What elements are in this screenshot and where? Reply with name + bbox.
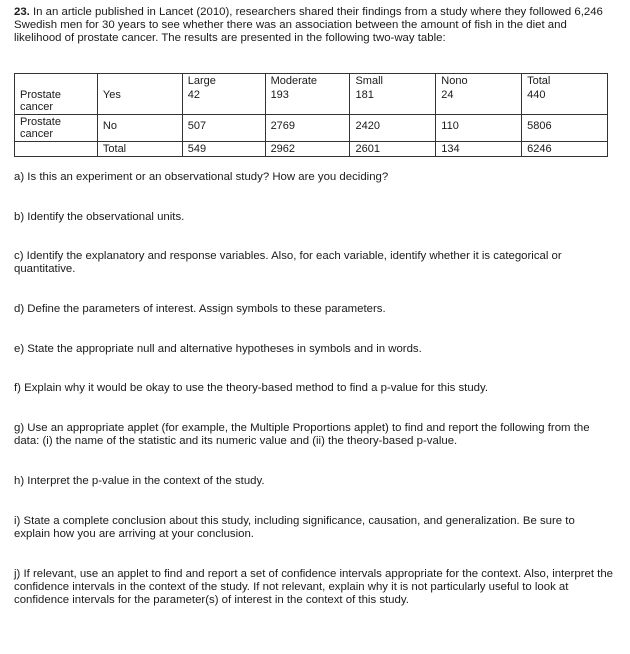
table-corner-cell [97, 74, 182, 89]
table-cell: 2962 [265, 142, 350, 157]
intro-paragraph [14, 6, 614, 45]
intro-text: In an article published in Lancet (2010), researchers shared their findings from a study where they followed 6,246 Swedish men for 30 years to see whether there was an association between the amount of fish in the diet and likelihood of prostate cancer. The results are presented in the following two-way table: [14, 6, 603, 44]
column-header: Moderate [265, 74, 350, 89]
table-header-row [15, 74, 608, 89]
row-group-label [15, 142, 98, 157]
question-i: i) State a complete conclusion about this study, including significance, causation, and generalization. Be sure to explain how you are arriving at your conclusion. [14, 515, 575, 540]
question-a: a) Is this an experiment or an observational study? How are you deciding? [14, 171, 389, 183]
column-header: Nono [436, 74, 522, 89]
table-cell: 549 [182, 142, 265, 157]
question-f: f) Explain why it would be okay to use the theory-based method to find a p-value for this study. [14, 382, 489, 394]
table-cell: 2601 [350, 142, 436, 157]
row-group-label: Prostate cancer [15, 115, 98, 142]
column-header: Small [350, 74, 436, 89]
table-cell: 193 [265, 88, 350, 115]
column-header: Large [182, 74, 265, 89]
column-header: Total [522, 74, 608, 89]
table-cell: 440 [522, 88, 608, 115]
problem-intro [14, 6, 614, 45]
table-cell: 2769 [265, 115, 350, 142]
two-way-table [14, 73, 608, 157]
table-row [15, 115, 608, 142]
table-cell: 134 [436, 142, 522, 157]
row-level-label: Yes [97, 88, 182, 115]
row-group-label: Prostate cancer [15, 88, 98, 115]
table-row-total [15, 142, 608, 157]
table-cell: 5806 [522, 115, 608, 142]
question-j: j) If relevant, use an applet to find and report a set of confidence intervals appropriate for the context. Also, interpret the confidence intervals in the context of the study. If not relevant, explain why it is not particularly useful to look at confidence intervals for the parameter(s) of interest in the context of this study. [14, 568, 613, 606]
table-cell: 181 [350, 88, 436, 115]
table-cell: 110 [436, 115, 522, 142]
question-h: h) Interpret the p-value in the context of the study. [14, 475, 265, 487]
question-d: d) Define the parameters of interest. Assign symbols to these parameters. [14, 303, 386, 315]
table-cell: 6246 [522, 142, 608, 157]
table-row [15, 88, 608, 115]
question-b: b) Identify the observational units. [14, 211, 185, 223]
question-c: c) Identify the explanatory and response variables. Also, for each variable, identify whether it is categorical or quantitative. [14, 250, 562, 275]
row-level-label: No [97, 115, 182, 142]
table-cell: 507 [182, 115, 265, 142]
table-cell: 24 [436, 88, 522, 115]
question-e: e) State the appropriate null and alternative hypotheses in symbols and in words. [14, 343, 422, 355]
table-cell: 42 [182, 88, 265, 115]
problem-number: 23. [14, 6, 30, 18]
table-cell: 2420 [350, 115, 436, 142]
table-corner-cell [15, 74, 98, 89]
question-g: g) Use an appropriate applet (for example, the Multiple Proportions applet) to find and report the following from the data: (i) the name of the statistic and its numeric value and (ii) the theory-based p-value. [14, 422, 590, 447]
row-level-label: Total [97, 142, 182, 157]
